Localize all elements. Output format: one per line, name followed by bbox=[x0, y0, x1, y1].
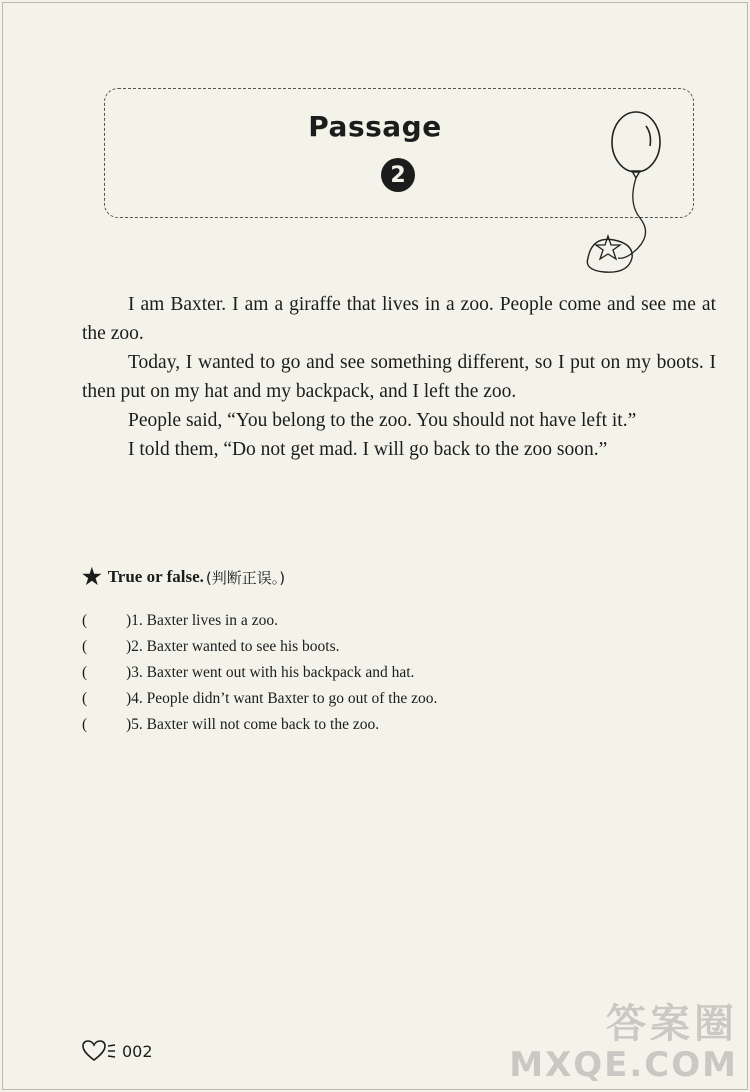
question-item[interactable]: ( )2. Baxter wanted to see his boots. bbox=[82, 638, 340, 655]
question-text: )1. Baxter lives in a zoo. bbox=[126, 612, 278, 629]
question-item[interactable]: ( )1. Baxter lives in a zoo. bbox=[82, 612, 278, 629]
story-text bbox=[82, 290, 716, 464]
star-icon: ★ bbox=[82, 564, 102, 589]
passage-title: Passage bbox=[308, 110, 442, 143]
heart-icon bbox=[82, 1040, 116, 1062]
page-footer bbox=[82, 1040, 153, 1062]
question-text: )3. Baxter went out with his backpack and hat. bbox=[126, 664, 415, 681]
question-item[interactable]: ( )4. People didn’t want Baxter to go out of the zoo. bbox=[82, 690, 438, 707]
true-false-list bbox=[82, 608, 682, 738]
watermark-logo: 答案圈 bbox=[606, 1001, 738, 1047]
watermark bbox=[509, 1002, 738, 1084]
exercise-heading bbox=[82, 566, 285, 588]
question-text: )4. People didn’t want Baxter to go out of the zoo. bbox=[126, 690, 438, 707]
story-paragraph-4: I told them, “Do not get mad. I will go back to the zoo soon.” bbox=[128, 439, 608, 460]
exercise-heading-cn: (判断正误。) bbox=[205, 568, 286, 587]
question-text: )5. Baxter will not come back to the zoo. bbox=[126, 716, 380, 733]
exercise-heading-label: True or false. bbox=[107, 567, 204, 586]
story-paragraph-2: Today, I wanted to go and see something different, so I put on my boots. I then put on my hat and my backpack, and I left the zoo. bbox=[82, 352, 716, 402]
balloon-icon bbox=[578, 108, 668, 280]
question-text: )2. Baxter wanted to see his boots. bbox=[126, 638, 340, 655]
question-item[interactable]: ( )5. Baxter will not come back to the zoo. bbox=[82, 716, 380, 733]
passage-number-badge: 2 bbox=[381, 158, 415, 192]
story-paragraph-1: I am Baxter. I am a giraffe that lives in a zoo. People come and see me at the zoo. bbox=[82, 294, 716, 344]
page-number: 002 bbox=[122, 1041, 153, 1061]
question-item[interactable]: ( )3. Baxter went out with his backpack and hat. bbox=[82, 664, 415, 681]
watermark-url: MXQE.COM bbox=[509, 1045, 738, 1085]
story-paragraph-3: People said, “You belong to the zoo. You should not have left it.” bbox=[128, 410, 637, 431]
